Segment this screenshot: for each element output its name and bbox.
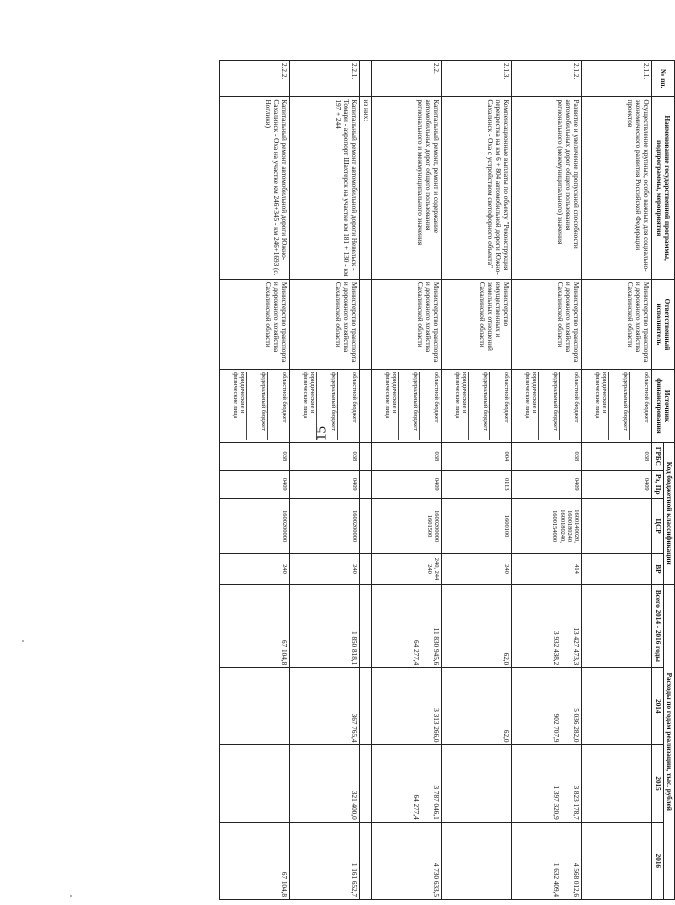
row-2016 [442, 822, 512, 899]
row-name: Осуществление крупных, особо важных для социально-экономического развития Российской Федерации проектов [582, 97, 652, 279]
row-sources [582, 369, 652, 442]
row-sources [360, 369, 372, 442]
source-item: федеральный бюджет [468, 372, 489, 440]
source-item: областной бюджет [559, 372, 580, 440]
source-item: федеральный бюджет [538, 372, 559, 440]
row-total [582, 584, 652, 668]
row-num [360, 61, 372, 97]
row-rzpr: 0409 [372, 470, 442, 498]
row-csr [290, 498, 360, 554]
vr-value: 240, 244 [433, 557, 441, 581]
source-item: областной бюджет [489, 372, 510, 440]
row-2016 [290, 822, 360, 899]
row-2015 [372, 745, 442, 822]
source-item: юридические и физические лица [594, 371, 609, 419]
row-name: Капитальный ремонт автомобильной дороги Невельск - Томари - аэропорт Шахтерск на участке км 181 + 130 - км 197 + 244 [290, 97, 360, 279]
row-name: Компенсационные выплаты по объекту "Реконструкция перекрестка на км 6 + 804 автомобильной дороги Южно-Сахалинск - Оха с устройством светофорного объекта" [442, 97, 512, 279]
row-num: 2.1.3. [442, 61, 512, 97]
row-total [220, 584, 290, 668]
vr-value: 240 [426, 564, 434, 574]
budget-table [219, 60, 675, 900]
csr-value: 1600200000 [433, 510, 441, 543]
row-vr [360, 554, 372, 584]
row-executor [360, 279, 372, 369]
table-row [360, 61, 372, 900]
header-num: № пп. [652, 61, 675, 97]
row-csr [360, 498, 372, 554]
row-2014 [220, 668, 290, 745]
header-executor: Ответственный исполнитель [652, 279, 675, 369]
row-executor: Министерство транспорта и дорожного хозяйства Сахалинской области [372, 279, 442, 369]
header-total: Всего 2014 - 2016 годы [652, 584, 663, 668]
row-2015 [442, 745, 512, 822]
row-executor: Министерство транспорта и дорожного хозяйства Сахалинской области [290, 279, 360, 369]
source-item: юридические и физические лица [454, 371, 469, 419]
source-item: юридические и физические лица [384, 371, 399, 419]
row-2014 [512, 668, 582, 745]
csr-value: 1600100 [503, 514, 511, 538]
row-sources [372, 369, 442, 442]
row-2016 [360, 822, 372, 899]
row-sources [442, 369, 512, 442]
row-grbs [360, 442, 372, 470]
row-vr [512, 554, 582, 584]
row-2015 [360, 745, 372, 822]
row-rzpr: 0113 [442, 470, 512, 498]
source-item: юридические и физические лица [302, 371, 317, 419]
row-grbs: 038 [290, 442, 360, 470]
table-row [290, 61, 360, 900]
table-row [442, 61, 512, 900]
row-name: из них: [360, 97, 372, 279]
row-2014 [442, 668, 512, 745]
amount: 62,0 [502, 729, 511, 743]
row-vr [290, 554, 360, 584]
header-2016: 2016 [652, 822, 663, 899]
header-name: Наименование государственной программы, подпрограммы, мероприятия [652, 97, 675, 279]
amount: 64 277,4 [412, 640, 421, 666]
header-source: Источник финансирования [652, 369, 675, 442]
amount: 13 427 473,3 [572, 627, 581, 666]
row-rzpr [360, 470, 372, 498]
source-item: областной бюджет [337, 372, 358, 440]
table-row [582, 61, 652, 900]
table-container [95, 60, 675, 897]
row-num: 2.2. [372, 61, 442, 97]
csr-value: 1600180240, 1600154000 [551, 509, 566, 543]
page-number: 15 [313, 426, 330, 441]
csr-value: 1600200000 [281, 510, 289, 543]
row-num: 2.2.2. [220, 61, 290, 97]
vr-value: 240 [281, 564, 289, 574]
row-vr [442, 554, 512, 584]
row-grbs: 038 [582, 442, 652, 470]
amount: 3 787 046,1 [432, 785, 441, 820]
row-grbs: 038 [220, 442, 290, 470]
row-name: Капитальный ремонт автомобильной дороги Южно-Сахалинск - Оха на участке км 246+345 - км 246+1693 (с. Ноглики) [220, 97, 290, 279]
row-2014 [372, 668, 442, 745]
header-csr: ЦСР [652, 498, 663, 554]
amount: 3 313 266,0 [432, 708, 441, 743]
row-executor: Министерство транспорта и дорожного хозяйства Сахалинской области [512, 279, 582, 369]
amount: 1 161 652,7 [350, 862, 359, 897]
source-item: областной бюджет [267, 372, 288, 440]
row-total [512, 584, 582, 668]
row-2015 [220, 745, 290, 822]
source-item: областной бюджет [419, 372, 440, 440]
row-sources [512, 369, 582, 442]
amount: 64 277,4 [412, 794, 421, 820]
amount: 902 707,9 [552, 713, 561, 743]
header-grbs: ГРБС [652, 442, 663, 470]
row-csr [442, 498, 512, 554]
source-item: федеральный бюджет [608, 372, 629, 440]
header-2015: 2015 [652, 745, 663, 822]
row-rzpr: 0409 [220, 470, 290, 498]
row-vr [220, 554, 290, 584]
scan-speck [22, 640, 24, 642]
amount: 62,0 [502, 652, 511, 666]
amount: 11 830 945,6 [432, 627, 441, 666]
row-grbs: 038 [512, 442, 582, 470]
table-body [220, 61, 652, 900]
amount: 67 104,8 [280, 871, 289, 897]
row-rzpr: 0409 [512, 470, 582, 498]
row-executor: Министерство транспорта и дорожного хозяйства Сахалинской области [582, 279, 652, 369]
table-row [220, 61, 290, 900]
amount: 4 730 633,5 [432, 862, 441, 897]
row-vr [582, 554, 652, 584]
header-2014: 2014 [652, 668, 663, 745]
row-2016 [220, 822, 290, 899]
amount: 321 400,0 [350, 790, 359, 820]
row-total [360, 584, 372, 668]
row-grbs: 038 [372, 442, 442, 470]
row-2014 [290, 668, 360, 745]
row-sources [220, 369, 290, 442]
amount: 3 932 438,2 [552, 631, 561, 666]
row-num: 2.2.1. [290, 61, 360, 97]
source-item: федеральный бюджет [316, 372, 337, 440]
row-total [290, 584, 360, 668]
source-item: юридические и физические лица [524, 371, 539, 419]
row-2015 [512, 745, 582, 822]
row-grbs: 004 [442, 442, 512, 470]
row-csr [582, 498, 652, 554]
vr-value: 240 [351, 564, 359, 574]
header-rzpr: Рз, Пр [652, 470, 663, 498]
row-executor: Министерство транспорта и дорожного хозяйства Сахалинской области [220, 279, 290, 369]
source-item: федеральный бюджет [246, 372, 267, 440]
scan-speck [70, 895, 72, 897]
amount: 5 036 282,0 [572, 708, 581, 743]
row-2014 [582, 668, 652, 745]
row-2016 [512, 822, 582, 899]
row-2015 [582, 745, 652, 822]
row-rzpr: 0409 [582, 470, 652, 498]
row-rzpr: 0409 [290, 470, 360, 498]
row-2016 [582, 822, 652, 899]
row-csr [512, 498, 582, 554]
source-item: юридические и физические лица [232, 371, 247, 419]
row-2016 [372, 822, 442, 899]
row-csr [372, 498, 442, 554]
row-name: Развитие и увеличение пропускной способности автомобильных дорог общего пользования регионального (межмуниципального) значения [512, 97, 582, 279]
amount: 1 632 409,4 [552, 862, 561, 897]
source-item: федеральный бюджет [398, 372, 419, 440]
row-executor: Министерство имущественных и земельных отношений Сахалинской области [442, 279, 512, 369]
header-expenses: Расходы по годам реализации, тыс. рублей [663, 584, 674, 899]
row-2015 [290, 745, 360, 822]
amount: 367 765,4 [350, 713, 359, 743]
row-sources [290, 369, 360, 442]
amount: 67 104,8 [280, 640, 289, 666]
csr-value: 1601500 [426, 514, 434, 538]
table-row [512, 61, 582, 900]
source-item: областной бюджет [629, 372, 650, 440]
csr-value: 1600200000 [351, 510, 359, 543]
row-csr [220, 498, 290, 554]
row-2014 [360, 668, 372, 745]
table-row [372, 61, 442, 900]
row-total [442, 584, 512, 668]
header-budget-code: Код бюджетной классификации [663, 442, 674, 584]
header-vr: ВР [652, 554, 663, 584]
amount: 3 823 178,7 [572, 785, 581, 820]
amount: 1 850 818,1 [350, 631, 359, 666]
csr-value: 1600140020, 1600180240 [566, 509, 581, 543]
row-num: 2.1.2. [512, 61, 582, 97]
row-num: 2.1.1. [582, 61, 652, 97]
row-total [372, 584, 442, 668]
row-name: Капитальный ремонт, ремонт и содержание автомобильных дорог общего пользования регионального и межмуниципального значения [372, 97, 442, 279]
vr-value: 240 [503, 564, 511, 574]
vr-value: 414 [573, 564, 581, 574]
amount: 1 397 320,9 [552, 785, 561, 820]
row-vr [372, 554, 442, 584]
amount: 4 568 012,6 [572, 862, 581, 897]
